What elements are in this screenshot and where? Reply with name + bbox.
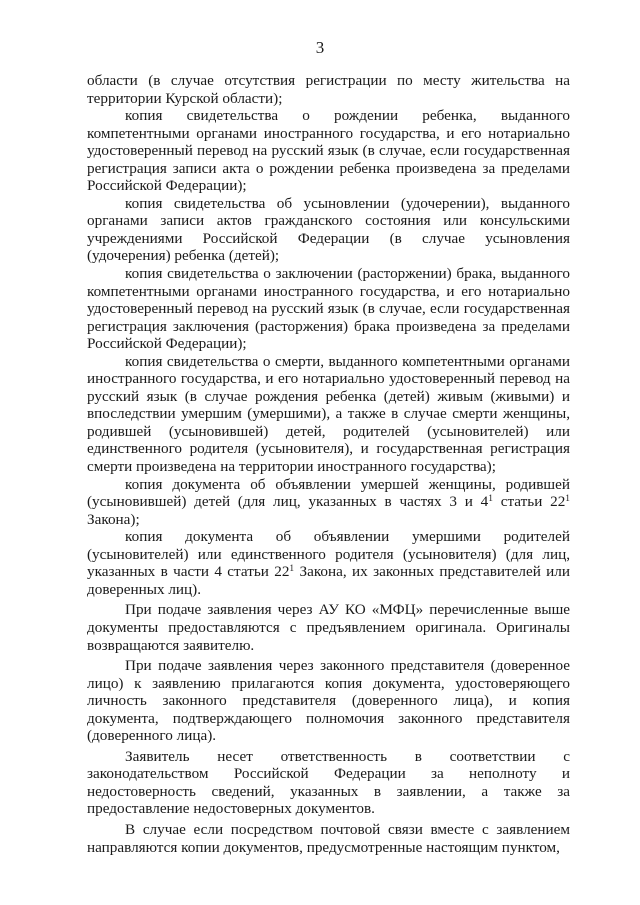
paragraph: копия свидетельства о заключении (расторжении) брака, выданного компетентными органами иностранного государства, и его нотариально удостоверенный перевод на русский язык (в случае, если государственная регистрация заключения (расторжения) брака произведена за пределами Российской Федерации); xyxy=(87,265,570,353)
page-number: 3 xyxy=(315,38,325,57)
document-body xyxy=(87,72,570,856)
paragraph: копия свидетельства о рождении ребенка, выданного компетентными органами иностранного государства, и его нотариально удостоверенный перевод на русский язык (в случае, если государственная регистрация записи акта о рождении ребенка произведена за пределами Российской Федерации); xyxy=(87,107,570,195)
paragraph-text: статьи 22 xyxy=(492,493,566,511)
paragraph: При подаче заявления через законного представителя (доверенное лицо) к заявлению прилагаются копия документа, удостоверяющего личность законного представителя (доверенного лица), и копия документа, подтверждающего полномочия законного представителя (доверенного лица). xyxy=(87,657,570,745)
paragraph: При подаче заявления через АУ КО «МФЦ» перечисленные выше документы предоставляются с предъявлением оригинала. Оригиналы возвращаются заявителю. xyxy=(87,601,570,654)
paragraph-text: Закона); xyxy=(87,510,140,528)
paragraph-text: копия документа об объявлении умершими родителей (усыновителей) или единственного родителя (усыновителя) (для лиц, указанных в части 4 статьи 22 xyxy=(87,528,570,581)
paragraph: копия свидетельства о смерти, выданного компетентными органами иностранного государства, и его нотариально удостоверенный перевод на русский язык (в случае рождения ребенка (детей) живым (живыми) и впоследствии умершим (умершими), а также в случае смерти женщины, родившей (усыновившей) детей, родителей (усыновителей) или единственного родителя (усыновителя), и государственная регистрация смерти произведена на территории иностранного государства); xyxy=(87,352,570,476)
paragraph: В случае если посредством почтовой связи вместе с заявлением направляются копии документов, предусмотренные настоящим пунктом, xyxy=(87,820,570,856)
paragraph xyxy=(87,476,570,529)
superscript: 1 xyxy=(565,493,570,504)
paragraph: Заявитель несет ответственность в соответствии с законодательством Российской Федерации за неполноту и недостоверность сведений, указанных в заявлении, а также за предоставление недостоверных документов. xyxy=(87,747,570,818)
superscript: 1 xyxy=(488,493,493,504)
paragraph: копия свидетельства об усыновлении (удочерении), выданного органами записи актов гражданского состояния или консульскими учреждениями Российской Федерации (в случае усыновления (удочерения) ребенка (детей); xyxy=(87,194,570,265)
paragraph xyxy=(87,528,570,598)
paragraph-text: Закона, их законных представителей или доверенных лиц). xyxy=(87,563,571,598)
paragraph: области (в случае отсутствия регистрации по месту жительства на территории Курской области); xyxy=(87,72,570,107)
superscript: 1 xyxy=(289,564,295,575)
paragraph-text: копия документа об объявлении умершей женщины, родившей (усыновившей) детей (для лиц, указанных в частях 3 и 4 xyxy=(87,475,570,511)
